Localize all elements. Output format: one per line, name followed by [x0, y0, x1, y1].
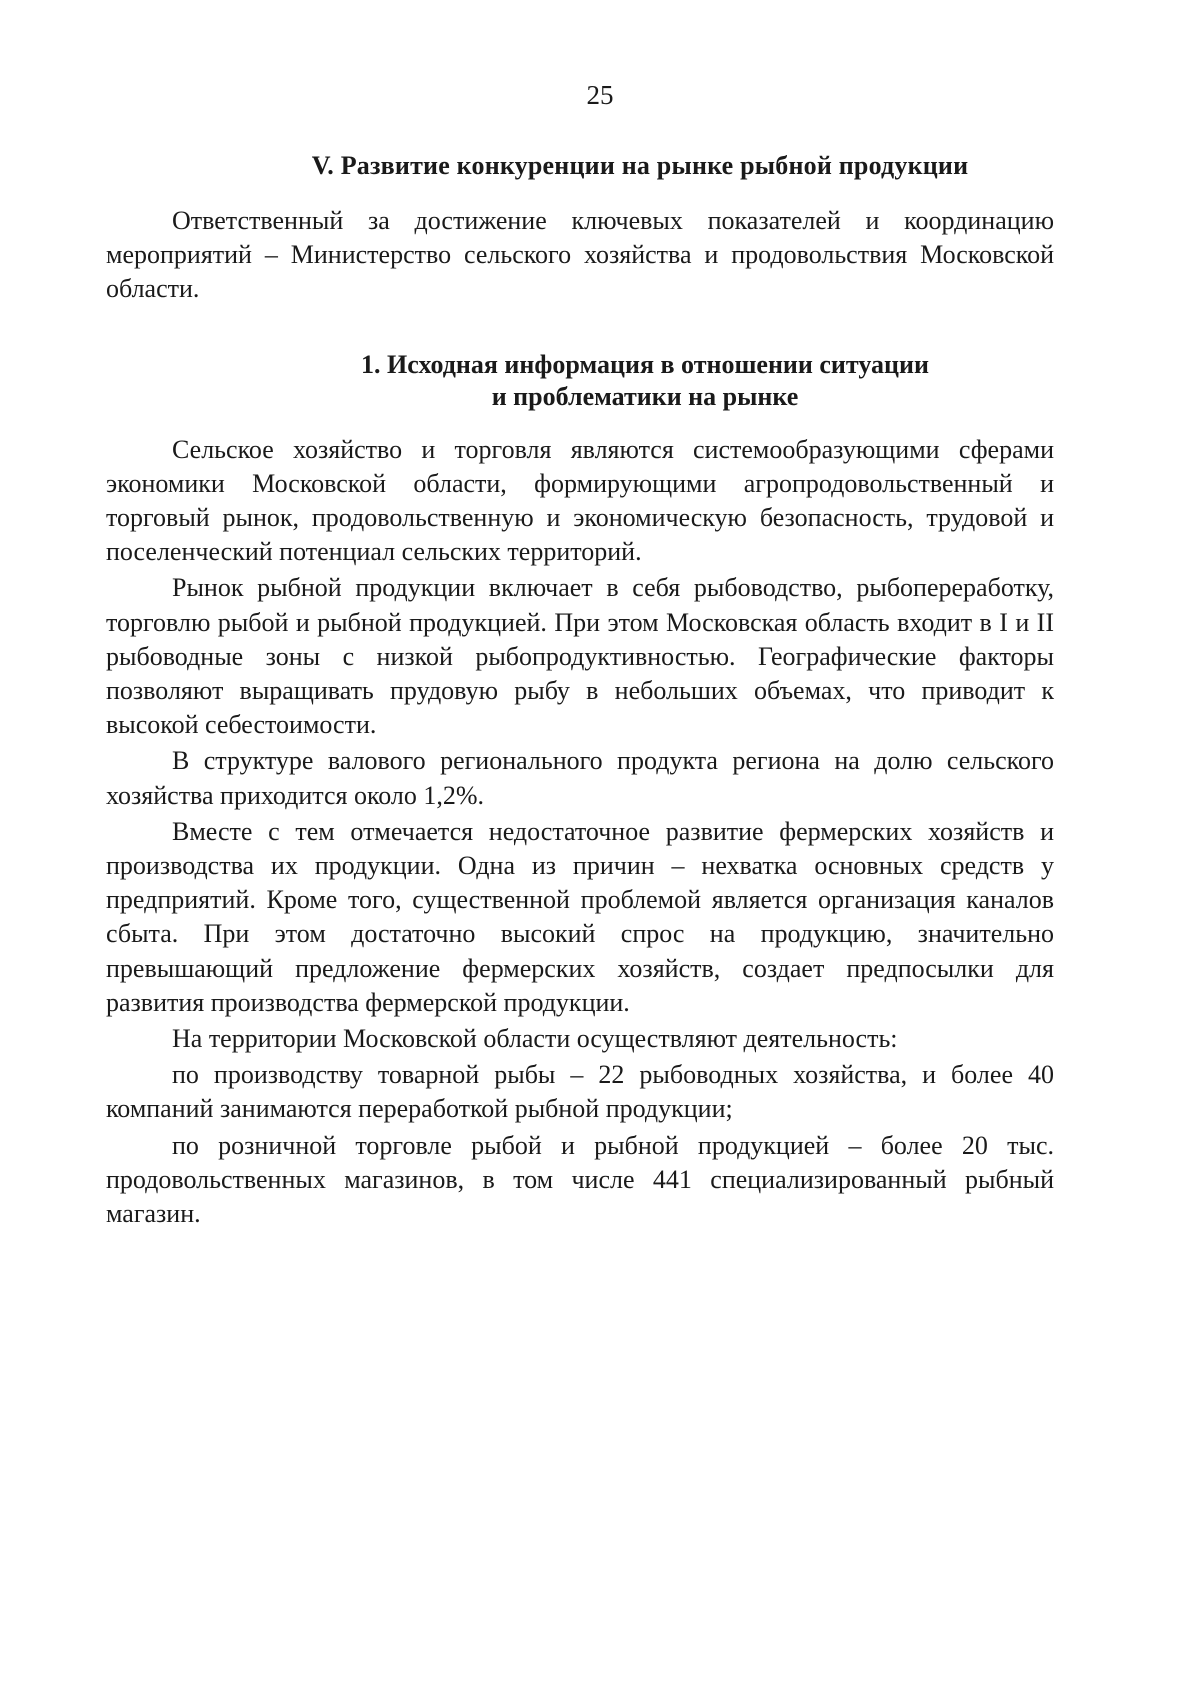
- paragraph-retail-trade: по розничной торговле рыбой и рыбной продукцией – более 20 тыс. продовольственных магазинов, в том числе 441 специализированный рыбный магазин.: [106, 1130, 1054, 1229]
- section-title: V. Развитие конкуренции на рынке рыбной продукции: [311, 151, 969, 180]
- subsection-title: [106, 349, 1054, 413]
- paragraph-activity-intro: На территории Московской области осуществляют деятельность:: [172, 1024, 898, 1054]
- responsible-paragraph: Ответственный за достижение ключевых показателей и координацию мероприятий – Министерство сельского хозяйства и продовольствия Московской области.: [106, 206, 1054, 304]
- paragraph-farming-problems: Вместе с тем отмечается недостаточное развитие фермерских хозяйств и производства их продукции. Одна из причин – нехватка основных средств у предприятий. Кроме того, существенной проблемой является организация каналов сбыта. При этом достаточно высокий спрос на продукцию, значительно превышающий предложение фермерских хозяйств, создает предпосылки для развития производства фермерской продукции.: [106, 816, 1054, 1017]
- page-content: [106, 150, 1054, 1233]
- page-number: 25: [586, 80, 614, 110]
- paragraph-grp-share: В структуре валового регионального продукта региона на долю сельского хозяйства приходится около 1,2%.: [106, 746, 1054, 810]
- paragraph-fish-production: по производству товарной рыбы – 22 рыбоводных хозяйства, и более 40 компаний занимаются переработкой рыбной продукции;: [106, 1060, 1054, 1124]
- subsection-title-line-2: и проблематики на рынке: [491, 381, 799, 411]
- paragraph-agriculture-trade: Сельское хозяйство и торговля являются системообразующими сферами экономики Московской области, формирующими агропродовольственный и торговый рынок, продовольственную и экономическую безопасность, трудовой и поселенческий потенциал сельских территорий.: [106, 434, 1054, 567]
- body-text: [106, 433, 1054, 1232]
- subsection-title-line-1: 1. Исходная информация в отношении ситуации: [361, 349, 929, 379]
- paragraph-fish-market: Рынок рыбной продукции включает в себя рыбоводство, рыбопереработку, торговлю рыбой и рыбной продукцией. При этом Московская область входит в I и II рыбоводные зоны с низкой рыбопродуктивностью. Географические факторы позволяют выращивать прудовую рыбу в небольших объемах, что приводит к высокой себестоимости.: [106, 573, 1054, 740]
